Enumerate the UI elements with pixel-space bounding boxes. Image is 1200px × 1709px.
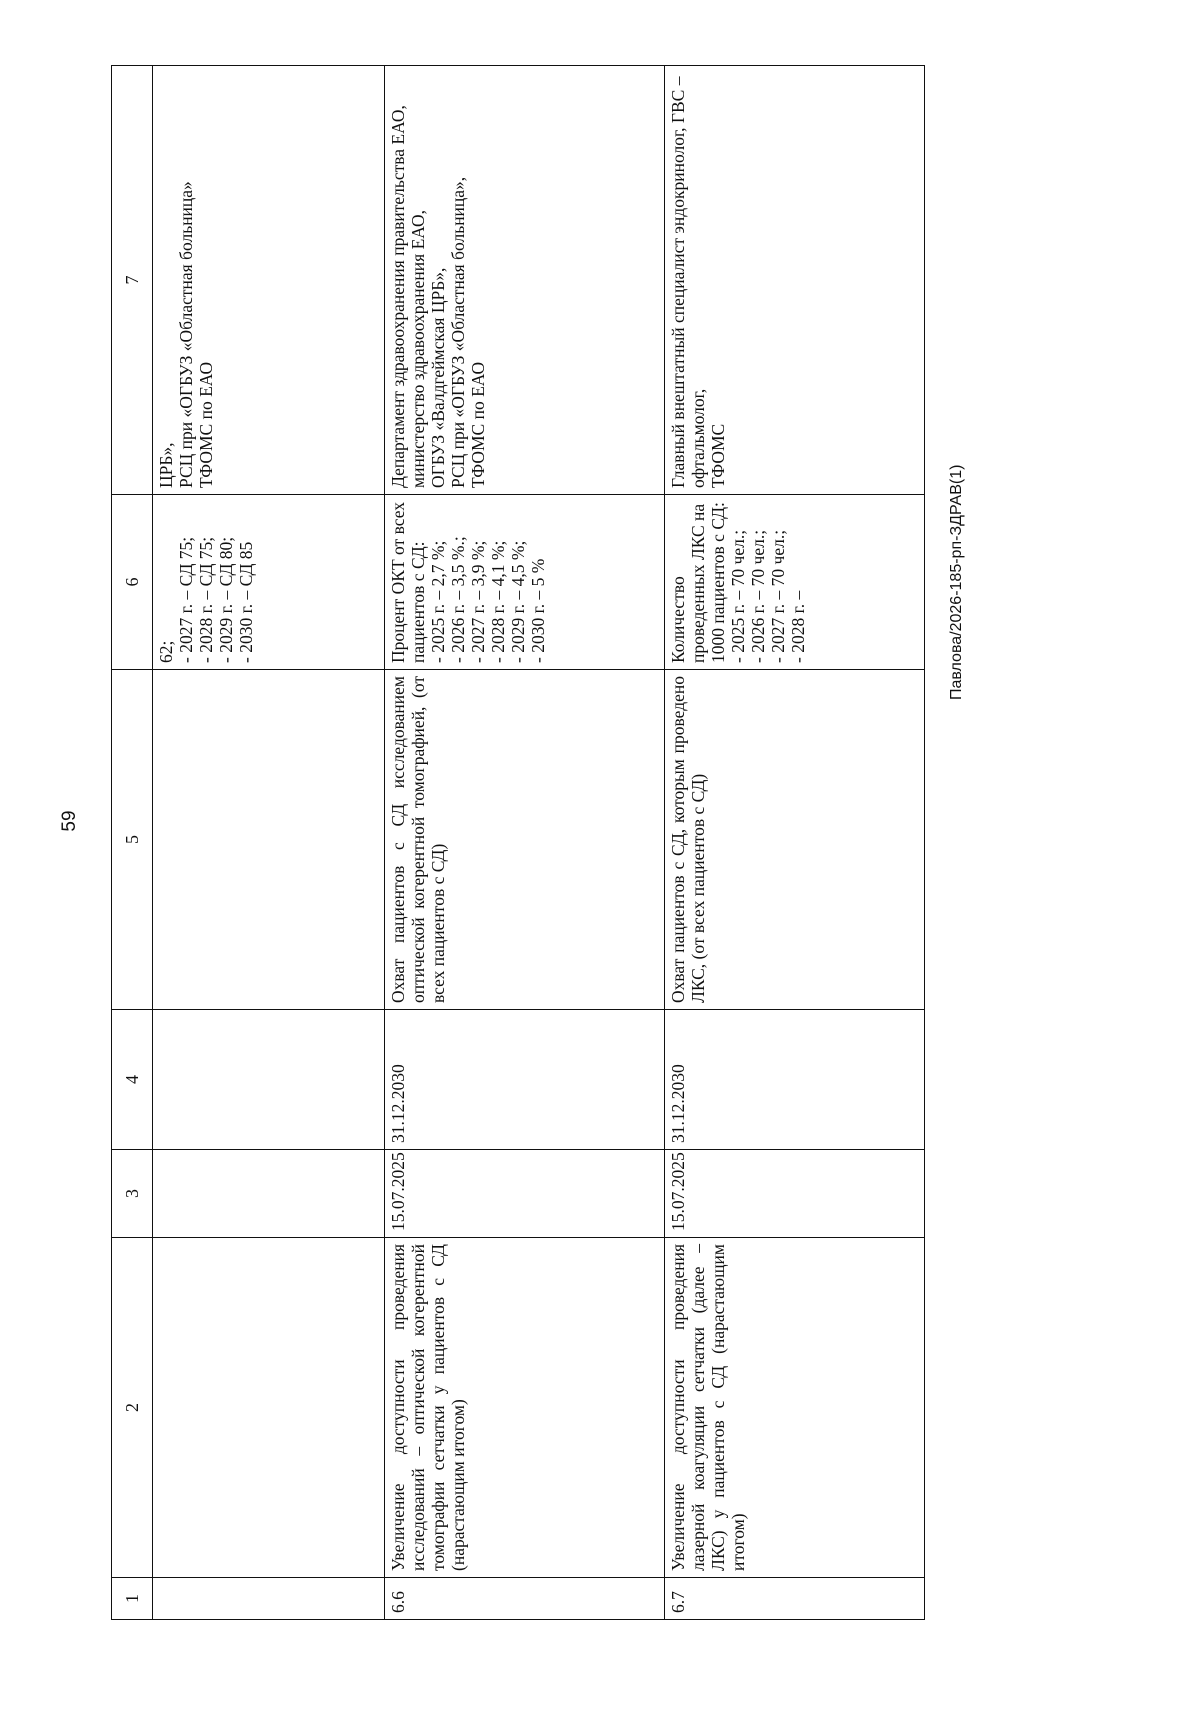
- table-header-row: [112, 66, 153, 1620]
- cell-end-date: 31.12.2030: [385, 1010, 665, 1150]
- table-row-6-6: [385, 66, 665, 1620]
- cell-end-date: 31.12.2030: [665, 1010, 925, 1150]
- header-col-4: 4: [112, 1010, 153, 1150]
- cell-number: 6.6: [385, 1578, 665, 1620]
- plan-table-rotated: [111, 66, 925, 1620]
- cell-end-date: [153, 1010, 385, 1150]
- header-col-6: 6: [112, 495, 153, 670]
- header-col-7: 7: [112, 66, 153, 495]
- cell-indicator: 62; - 2027 г. – СД 75; - 2028 г. – СД 75; - 2029 г. – СД 80; - 2030 г. – СД 85: [153, 495, 385, 670]
- cell-start-date: 15.07.2025: [385, 1150, 665, 1238]
- cell-number: [153, 1578, 385, 1620]
- header-col-1: 1: [112, 1578, 153, 1620]
- cell-result: [153, 670, 385, 1010]
- cell-number: 6.7: [665, 1578, 925, 1620]
- header-col-5: 5: [112, 670, 153, 1010]
- cell-start-date: 15.07.2025: [665, 1150, 925, 1238]
- header-col-2: 2: [112, 1238, 153, 1578]
- cell-activity: Увеличение доступности проведения исследований – оптической когерентной томографии сетчатки у пациентов с СД (нарастающим итогом): [385, 1238, 665, 1578]
- plan-table: [111, 65, 925, 1620]
- cell-activity: [153, 1238, 385, 1578]
- cell-indicator: Процент ОКТ от всех пациентов с СД: - 2025 г. – 2,7 %; - 2026 г. – 3,5 %.; - 2027 г. – 3,9 %; - 2028 г. – 4,1 %; - 2029 г. – 4,5 %; - 2030 г. – 5 %: [385, 495, 665, 670]
- header-col-3: 3: [112, 1150, 153, 1238]
- cell-indicator: Количество проведенных ЛКС на 1000 пациентов с СД: - 2025 г. – 70 чел.; - 2026 г. – 70 чел.; - 2027 г. – 70 чел.; - 2028 г. –: [665, 495, 925, 670]
- document-id: Павлова/2026-185-рп-ЗДРАВ(1): [948, 464, 965, 700]
- table-row-6-7: [665, 66, 925, 1620]
- cell-responsible: ЦРБ», РСЦ при «ОГБУЗ «Областная больница» ТФОМС по ЕАО: [153, 66, 385, 495]
- cell-activity: Увеличение доступности проведения лазерной коагуляции сетчатки (далее – ЛКС) у пациентов с СД (нарастающим итогом): [665, 1238, 925, 1578]
- cell-responsible: Главный внештатный специалист эндокринолог, ГВС – офтальмолог, ТФОМС: [665, 66, 925, 495]
- cell-result: Охват пациентов с СД исследованием оптической когерентной томографией, (от всех пациентов с СД): [385, 670, 665, 1010]
- page-number: 59: [59, 810, 80, 832]
- cell-start-date: [153, 1150, 385, 1238]
- cell-result: Охват пациентов с СД, которым проведено ЛКС, (от всех пациентов с СД): [665, 670, 925, 1010]
- cell-responsible: Департамент здравоохранения правительства ЕАО, министерство здравоохранения ЕАО, ОГБУЗ «Валдгеймская ЦРБ», РСЦ при «ОГБУЗ «Областная больница», ТФОМС по ЕАО: [385, 66, 665, 495]
- table-row-continuation: [153, 66, 385, 1620]
